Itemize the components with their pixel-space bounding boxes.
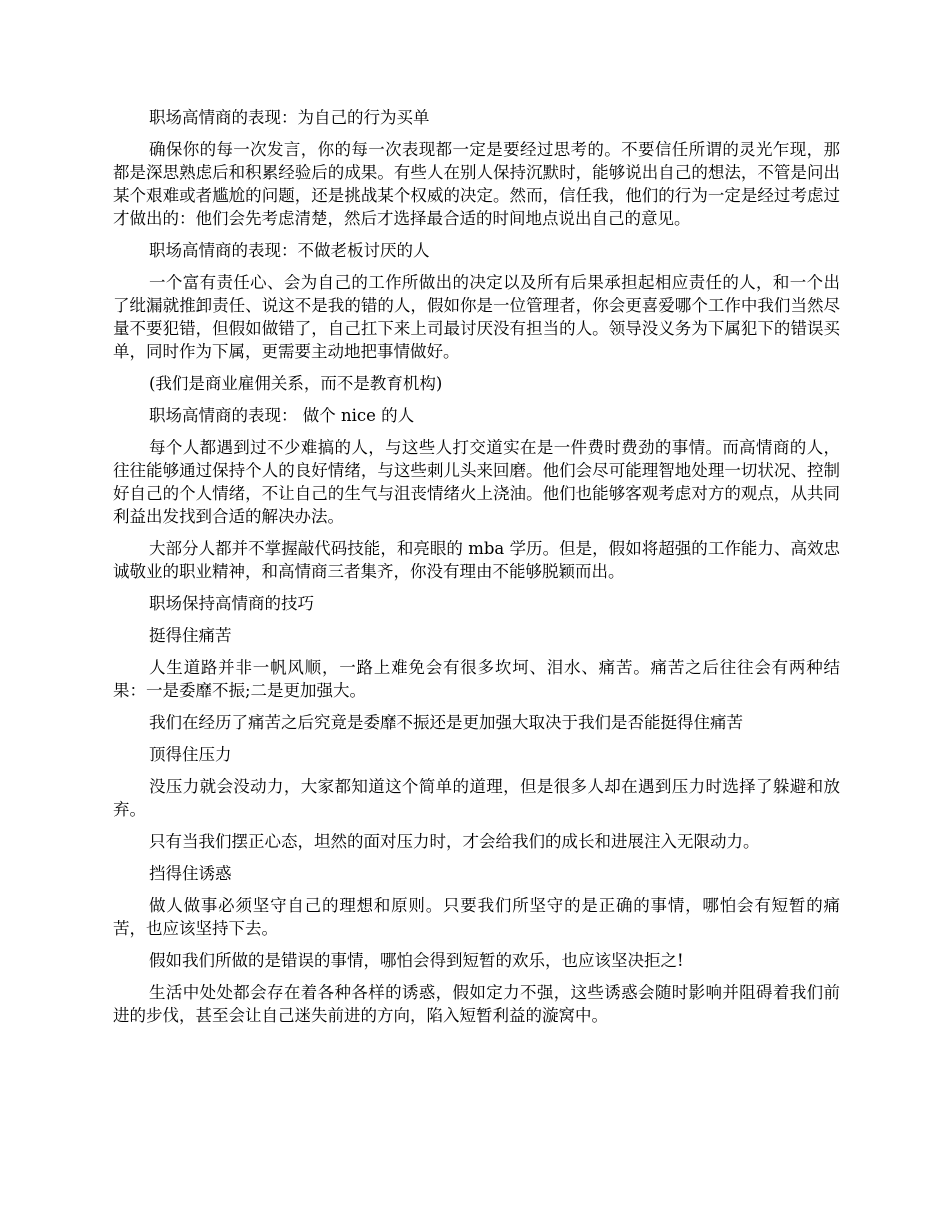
- subheading-resist-temptation: 挡得住诱惑: [149, 864, 232, 883]
- heading-not-hated-by-boss: 职场高情商的表现：不做老板讨厌的人: [149, 241, 430, 260]
- heading-be-nice: 职场高情商的表现： 做个 nice 的人: [149, 406, 415, 425]
- subheading-endure-pain: 挺得住痛苦: [149, 626, 232, 645]
- heading-tips: 职场保持高情商的技巧: [149, 594, 314, 613]
- body-paragraph: 大部分人都并不掌握敲代码技能，和亮眼的 mba 学历。但是，假如将超强的工作能力、高效忠诚敬业的职业精神，和高情商三者集齐，你没有理由不能够脱颖而出。: [113, 539, 840, 581]
- heading-behavior-accountability: 职场高情商的表现：为自己的行为买单: [149, 108, 430, 127]
- body-paragraph: 我们在经历了痛苦之后究竟是委靡不振还是更加强大取决于我们是否能挺得住痛苦: [149, 713, 743, 732]
- body-paragraph: 假如我们所做的是错误的事情，哪怕会得到短暂的欢乐，也应该坚决拒之!: [149, 951, 684, 970]
- body-paragraph: 一个富有责任心、会为自己的工作所做出的决定以及所有后果承担起相应责任的人，和一个出了纰漏就推卸责任、说这不是我的错的人，假如你是一位管理者，你会更喜爱哪个工作中我们当然尽量不要犯错，但假如做错了，自己扛下来上司最讨厌没有担当的人。领导没义务为下属犯下的错误买单，同时作为下属，更需要主动地把事情做好。: [113, 273, 840, 361]
- body-paragraph: 确保你的每一次发言，你的每一次表现都一定是要经过思考的。不要信任所谓的灵光乍现，那都是深思熟虑后和积累经验后的成果。有些人在别人保持沉默时，能够说出自己的想法，不管是问出某个艰难或者尴尬的问题，还是挑战某个权威的决定。然而，信任我，他们的行为一定是经过考虑过才做出的：他们会先考虑清楚，然后才选择最合适的时间地点说出自己的意见。: [113, 140, 840, 228]
- body-paragraph: 做人做事必须坚守自己的理想和原则。只要我们所坚守的是正确的事情，哪怕会有短暂的痛苦，也应该坚持下去。: [113, 896, 840, 938]
- body-paragraph: 没压力就会没动力，大家都知道这个简单的道理，但是很多人却在遇到压力时选择了躲避和放弃。: [113, 777, 840, 819]
- note-paragraph: (我们是商业雇佣关系，而不是教育机构): [149, 374, 443, 393]
- body-paragraph: 生活中处处都会存在着各种各样的诱惑，假如定力不强，这些诱惑会随时影响并阻碍着我们前进的步伐，甚至会让自己迷失前进的方向，陷入短暂利益的漩窝中。: [113, 983, 840, 1025]
- body-paragraph: 人生道路并非一帆风顺，一路上难免会有很多坎坷、泪水、痛苦。痛苦之后往往会有两种结果：一是委靡不振;二是更加强大。: [113, 658, 840, 700]
- body-paragraph: 每个人都遇到过不少难搞的人，与这些人打交道实在是一件费时费劲的事情。而高情商的人，往往能够通过保持个人的良好情绪，与这些刺儿头来回磨。他们会尽可能理智地处理一切状况、控制好自己的个人情绪，不让自己的生气与沮丧情绪火上浇油。他们也能够客观考虑对方的观点，从共同利益出发找到合适的解决办法。: [113, 438, 840, 526]
- document-body: [113, 106, 840, 1036]
- body-paragraph: 只有当我们摆正心态，坦然的面对压力时，才会给我们的成长和进展注入无限动力。: [149, 832, 760, 851]
- subheading-withstand-pressure: 顶得住压力: [149, 745, 232, 764]
